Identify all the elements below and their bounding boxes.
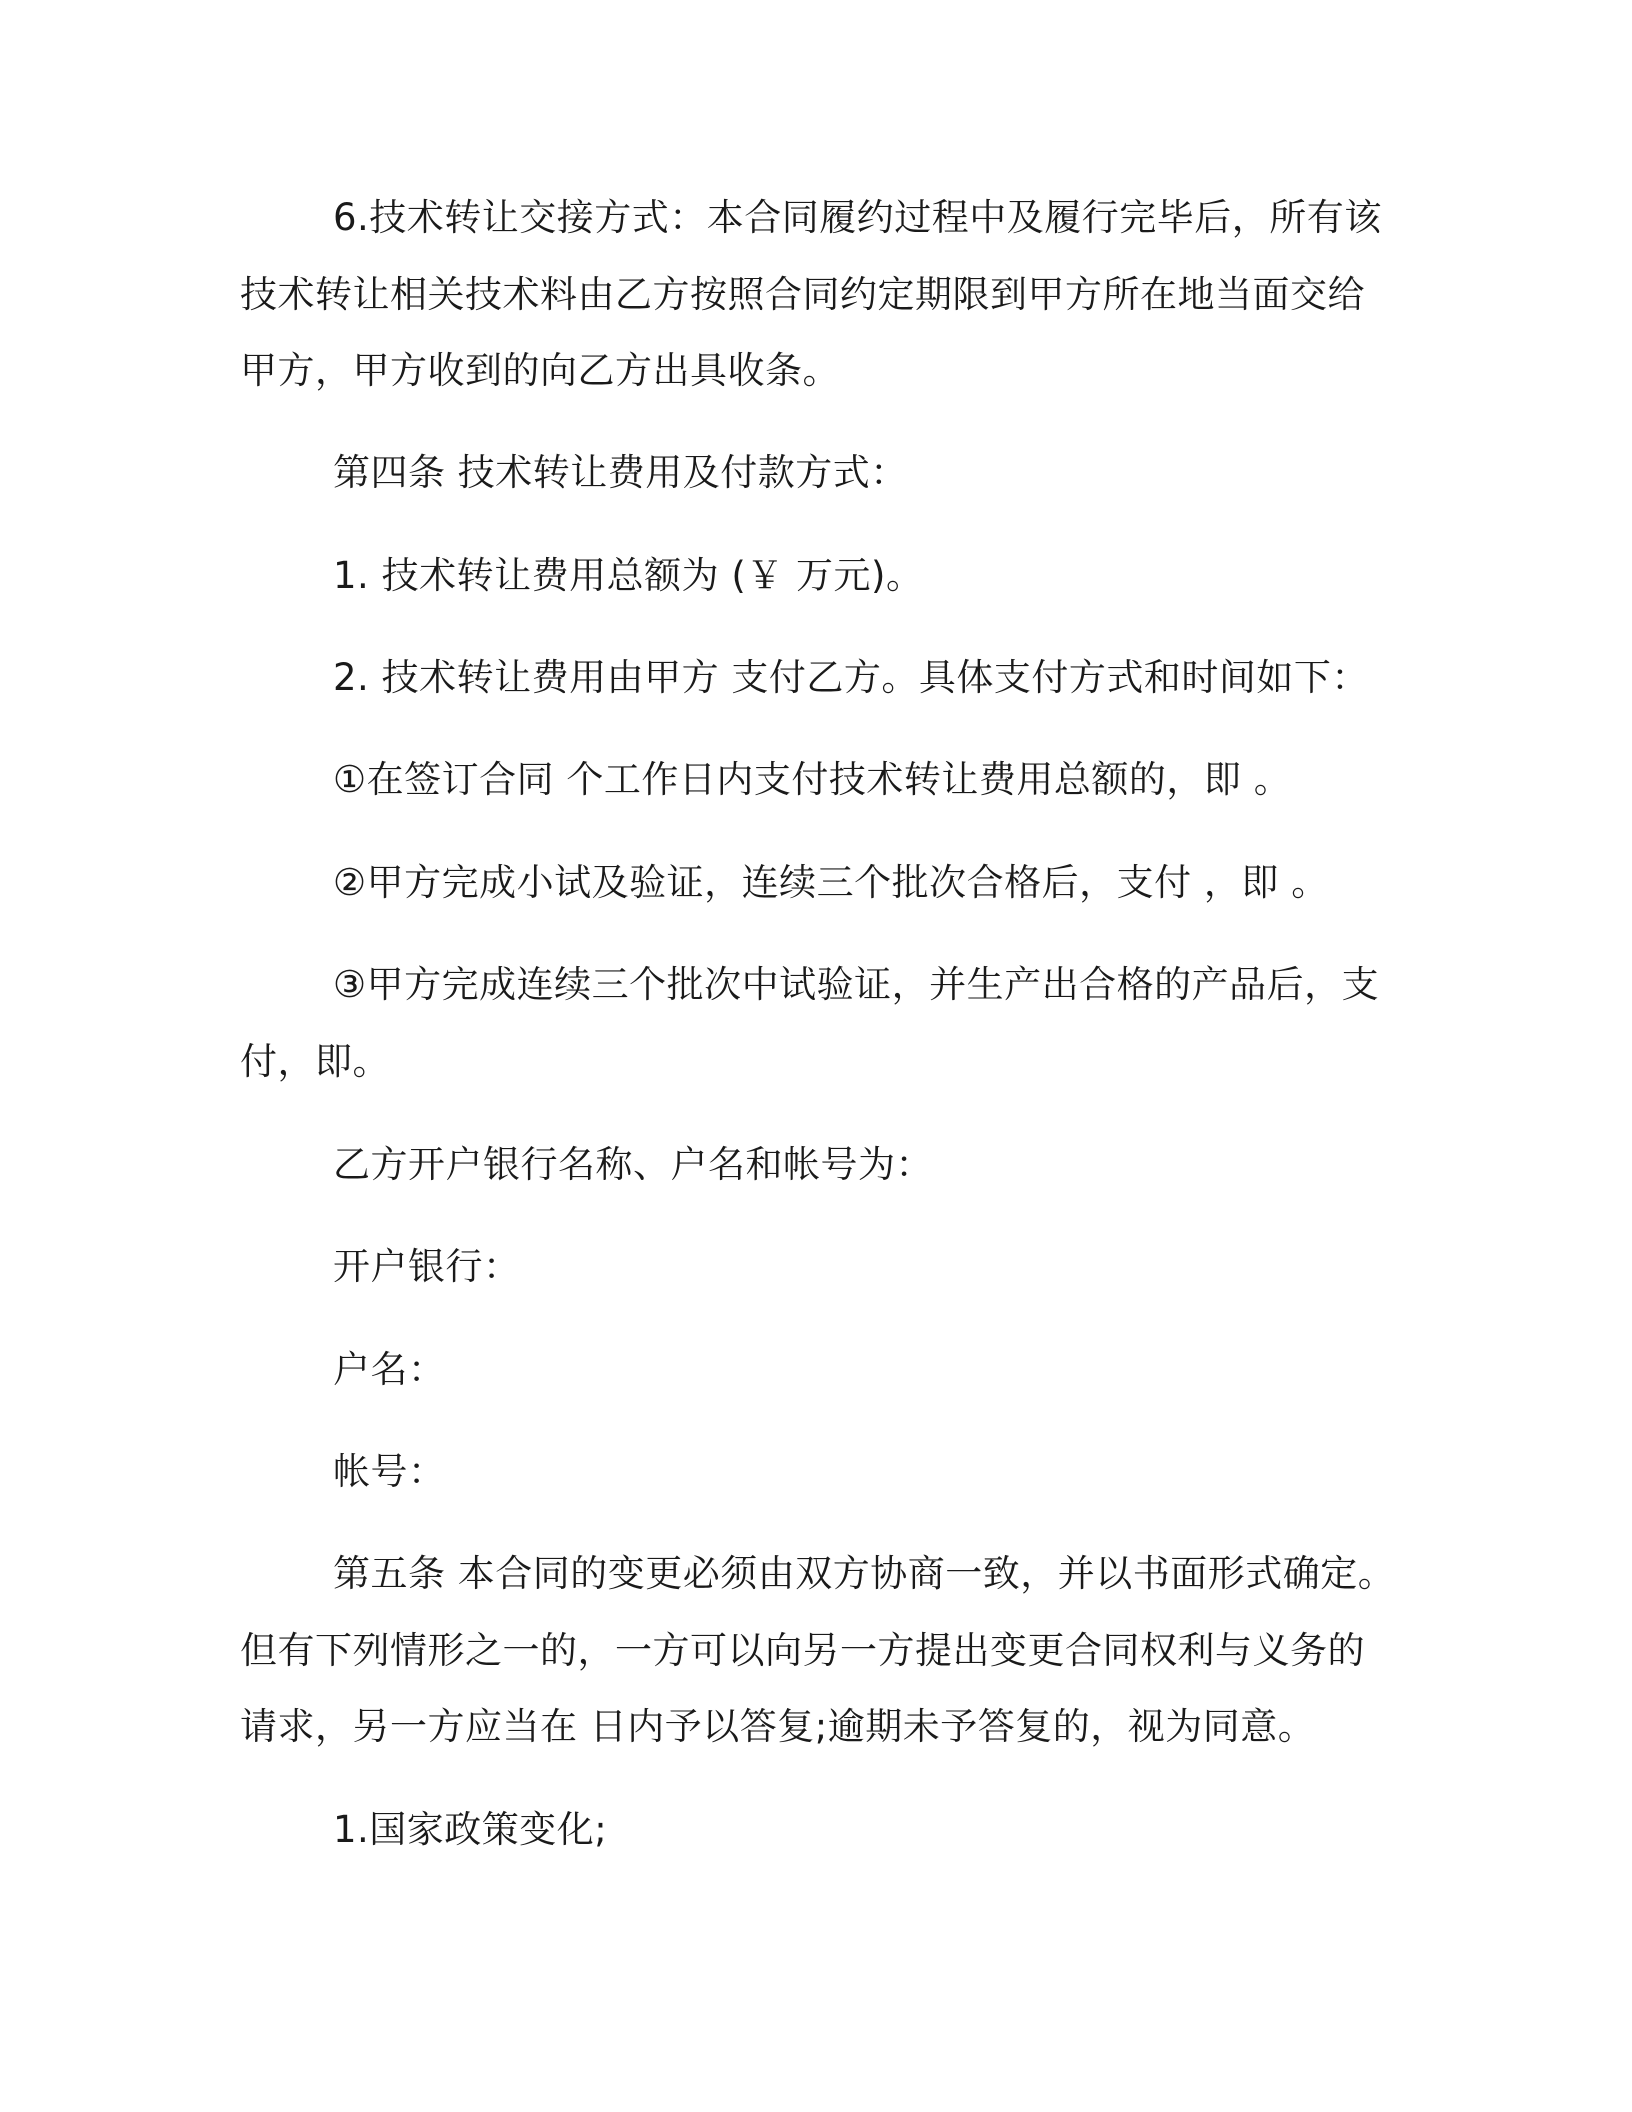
payment-step-2: ②甲方完成小试及验证，连续三个批次合格后，支付 ，即 。: [333, 861, 1329, 904]
article-4-item-1: 1. 技术转让费用总额为 (￥ 万元)。: [333, 554, 924, 597]
article-5-line-1: 第五条 本合同的变更必须由双方协商一致，并以书面形式确定。: [333, 1552, 1396, 1595]
article-5-item-1: 1.国家政策变化;: [333, 1808, 608, 1851]
article-4-heading: 第四条 技术转让费用及付款方式：: [333, 451, 908, 494]
account-name-label: 户名：: [333, 1348, 446, 1391]
clause-6-line-1: 6.技术转让交接方式：本合同履约过程中及履行完毕后，所有该: [333, 196, 1382, 239]
account-number-label: 帐号：: [333, 1450, 446, 1493]
article-5-line-2: 但有下列情形之一的，一方可以向另一方提出变更合同权利与义务的: [240, 1629, 1365, 1672]
bank-info-heading: 乙方开户银行名称、户名和帐号为：: [333, 1143, 933, 1186]
clause-6-line-2: 技术转让相关技术料由乙方按照合同约定期限到甲方所在地当面交给: [240, 273, 1365, 316]
clause-6-line-3: 甲方，甲方收到的向乙方出具收条。: [240, 349, 840, 392]
article-4-item-2: 2. 技术转让费用由甲方 支付乙方。具体支付方式和时间如下：: [333, 656, 1369, 699]
article-5-line-3: 请求，另一方应当在 日内予以答复;逾期未予答复的，视为同意。: [240, 1705, 1316, 1748]
bank-name-label: 开户银行：: [333, 1245, 521, 1288]
payment-step-3-line-1: ③甲方完成连续三个批次中试验证，并生产出合格的产品后，支: [333, 963, 1380, 1006]
payment-step-3-line-2: 付，即。: [240, 1040, 390, 1083]
payment-step-1: ①在签订合同 个工作日内支付技术转让费用总额的，即 。: [333, 758, 1292, 801]
